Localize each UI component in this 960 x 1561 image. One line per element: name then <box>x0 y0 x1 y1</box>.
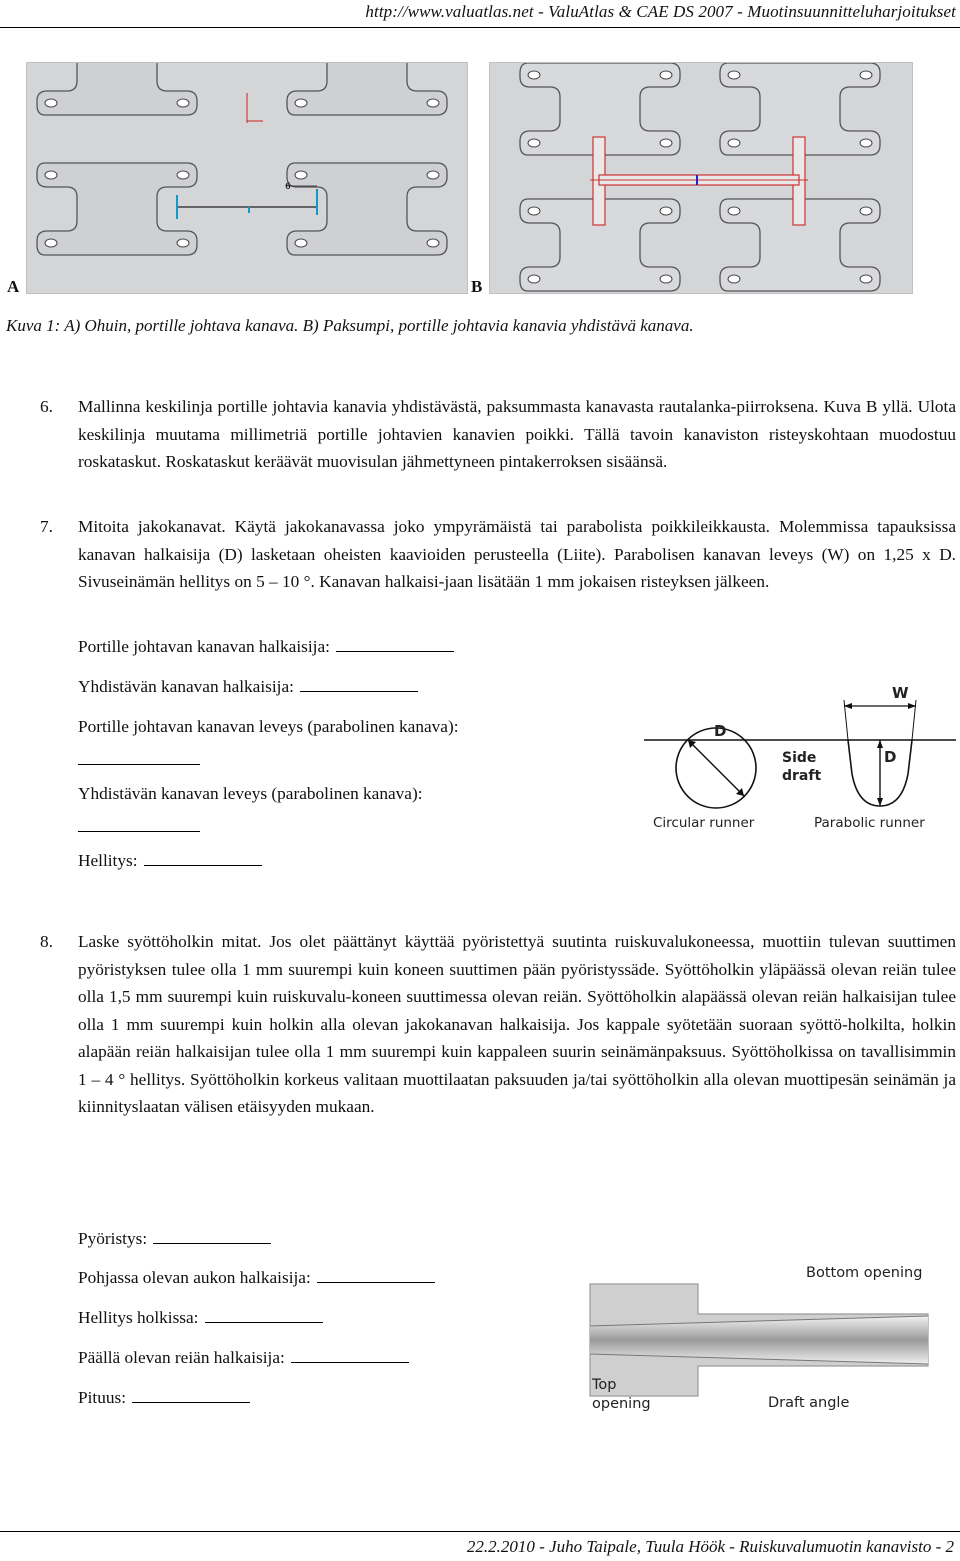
page-footer: 22.2.2010 - Juho Taipale, Tuula Höök - Ruiskuvalumuotin kanavisto - 2 <box>466 1537 954 1556</box>
page-header: http://www.valuatlas.net - ValuAtlas & CAE DS 2007 - Muotinsuunnitteluharjoitukset <box>365 2 956 21</box>
sprue-bushing-diagram <box>588 1254 956 1424</box>
sprue-field-4-label: Päällä olevan reiän halkaisija: <box>78 1348 285 1367</box>
figure-a <box>26 62 468 294</box>
circular-d-label: D <box>714 722 727 740</box>
runner-field-2-label: Yhdistävän kanavan halkaisija: <box>78 677 294 696</box>
runner-field-1 <box>78 637 454 657</box>
step-6-text: Mallinna keskilinja portille johtavia kanavia yhdistävästä, paksummasta kanavasta rautalanka-piirroksena. Kuva B yllä. Ulota keskilinja muutama millimetriä portille johtavien kanavien poikki. Tällä tavoin kanaviston risteyskohtaan muodostuu roskataskut. Roskataskut keräävät muovisulan jähmettyneen pintakerroksen sisäänsä. <box>78 397 956 471</box>
runner-field-1-blank[interactable] <box>336 650 454 652</box>
figure-b <box>489 62 913 294</box>
runner-field-4-label: Yhdistävän kanavan leveys (parabolinen kanava): <box>78 784 423 803</box>
sprue-field-4-blank[interactable] <box>291 1361 409 1363</box>
parabolic-w-label: W <box>892 684 909 702</box>
runner-field-4 <box>78 784 423 804</box>
runner-field-5-label: Hellitys: <box>78 851 138 870</box>
footer-rule <box>0 1531 960 1532</box>
figure-b-label: B <box>471 277 483 296</box>
sprue-field-3-label: Hellitys holkissa: <box>78 1308 199 1327</box>
runner-field-3-blank[interactable] <box>78 764 200 765</box>
parabolic-runner-caption: Parabolic runner <box>814 815 925 831</box>
step-6-number: 6. <box>40 397 53 416</box>
sprue-field-5 <box>78 1388 250 1408</box>
sprue-field-1 <box>78 1229 271 1249</box>
figure-a-label: A <box>7 277 20 296</box>
sprue-field-4 <box>78 1348 409 1368</box>
runner-field-3-label: Portille johtavan kanavan leveys (parabolinen kanava): <box>78 717 459 736</box>
header-rule <box>0 27 960 28</box>
top-opening-label-2: opening <box>592 1396 651 1412</box>
draft-angle-label: Draft angle <box>768 1395 850 1411</box>
side-label: Side <box>782 750 817 766</box>
draft-label: draft <box>782 768 822 784</box>
step-6 <box>40 393 956 476</box>
sprue-field-5-blank[interactable] <box>132 1401 250 1403</box>
sprue-field-3-blank[interactable] <box>205 1321 323 1323</box>
step-7-number: 7. <box>40 517 53 536</box>
sprue-field-2-blank[interactable] <box>317 1281 435 1283</box>
bottom-opening-label: Bottom opening <box>806 1265 923 1281</box>
step-7 <box>40 513 956 596</box>
circular-runner-caption: Circular runner <box>653 815 755 831</box>
figure-a-dimension: 6 <box>285 182 291 192</box>
runner-field-5-blank[interactable] <box>144 864 262 866</box>
figure-caption: Kuva 1: A) Ohuin, portille johtava kanava. B) Paksumpi, portille johtavia kanavia yhdistävä kanava. <box>6 316 694 335</box>
step-8-number: 8. <box>40 932 53 951</box>
runner-cross-section-diagram <box>644 672 956 840</box>
top-opening-label-1: Top <box>592 1377 617 1393</box>
runner-field-5 <box>78 851 262 871</box>
parabolic-d-label: D <box>884 748 897 766</box>
runner-field-4-blank[interactable] <box>78 831 200 832</box>
sprue-field-5-label: Pituus: <box>78 1388 127 1407</box>
sprue-field-2-label: Pohjassa olevan aukon halkaisija: <box>78 1268 311 1287</box>
runner-field-1-label: Portille johtavan kanavan halkaisija: <box>78 637 330 656</box>
sprue-field-1-blank[interactable] <box>153 1242 271 1244</box>
step-7-text: Mitoita jakokanavat. Käytä jakokanavassa joko ympyrämäistä tai parabolista poikkileikkausta. Molemmissa tapauksissa kanavan halkaisija (D) lasketaan oheisten kaavioiden perusteella (Liite). Parabolisen kanavan leveys (W) on 1,25 x D. Sivuseinämän hellitys on 5 – 10 °. Kanavan halkaisi-jaan lisätään 1 mm jokaisen risteyksen jälkeen. <box>78 517 956 591</box>
figure-b-drawing <box>490 63 912 293</box>
runner-field-3 <box>78 717 459 737</box>
sprue-field-3 <box>78 1308 323 1328</box>
runner-field-2 <box>78 677 418 697</box>
figure-a-drawing <box>27 63 467 293</box>
sprue-field-1-label: Pyöristys: <box>78 1229 148 1248</box>
runner-field-2-blank[interactable] <box>300 690 418 692</box>
step-8-text: Laske syöttöholkin mitat. Jos olet päättänyt käyttää pyöristettyä suutinta ruiskuvalukoneessa, muottiin tulevan suuttimen pyöristyksen tulee olla 1 mm suurempi kuin koneen suuttimen pään pyöristyssäde. Syöttöholkin yläpäässä olevan reiän tulee olla 1,5 mm suurempi kuin ruiskuvalu-koneen suuttimessa olevan reiän. Syöttöholkin alapäässä olevan reiän halkaisijan tulee olla 1 mm suurempi kuin holkin alla olevan jakokanavan halkaisija. Jos kappale syötetään suoraan syöttö-holkilta, holkin alapään reiän halkaisijan tulee olla 1 mm suurempi kuin kappaleen suurin seinämänpaksuus. Syöttöholkissa on tavallisimmin 1 – 4 ° hellitys. Syöttöholkin korkeus valitaan muottilaatan paksuuden ja/tai syöttöholkin alla olevan muottipesän seinämän ja kiinnityslaatan välisen etäisyyden mukaan. <box>78 932 956 1116</box>
sprue-field-2 <box>78 1268 435 1288</box>
step-8 <box>40 928 956 1121</box>
